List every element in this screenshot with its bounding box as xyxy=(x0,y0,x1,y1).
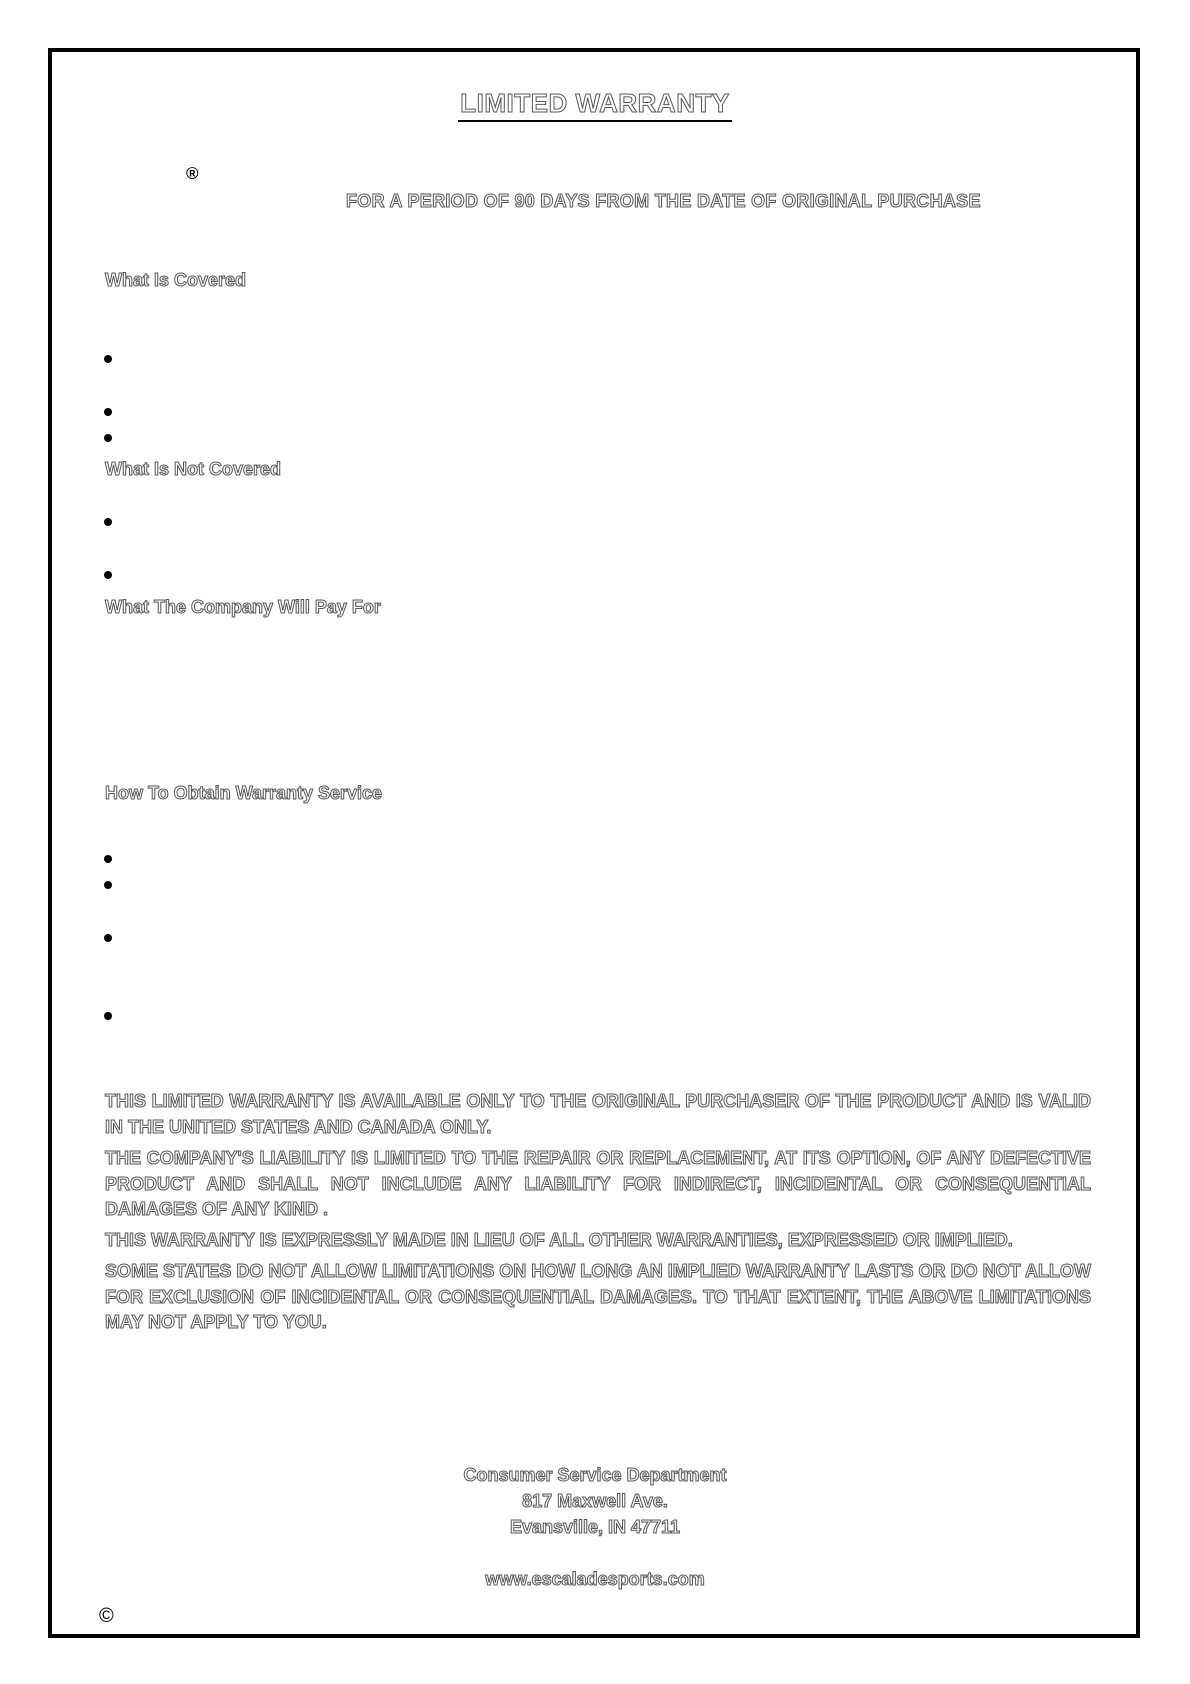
registered-trademark-mark: ® xyxy=(186,164,199,183)
list-bullet xyxy=(104,571,116,583)
page-title: LIMITED WARRANTY xyxy=(0,88,1190,122)
contact-department: Consumer Service Department xyxy=(463,1465,727,1485)
contact-website-link[interactable]: www.escaladesports.com xyxy=(485,1569,705,1589)
warranty-period: FOR A PERIOD OF 90 DAYS FROM THE DATE OF ORIGINAL PURCHASE xyxy=(346,191,981,211)
list-bullet xyxy=(104,434,116,446)
heading-what-is-covered: What Is Covered xyxy=(105,270,247,290)
list-bullet xyxy=(104,881,116,893)
disclaimer-availability: THIS LIMITED WARRANTY IS AVAILABLE ONLY TO THE ORIGINAL PURCHASER OF THE PRODUCT AND IS VALID IN THE UNITED STATES AND CANADA ONLY. xyxy=(105,1091,1091,1137)
list-bullet xyxy=(104,355,116,367)
heading-what-company-will-pay: What The Company Will Pay For xyxy=(105,597,381,617)
list-bullet xyxy=(104,408,116,420)
list-bullet xyxy=(104,1012,116,1024)
contact-street: 817 Maxwell Ave. xyxy=(522,1491,668,1511)
disclaimer-in-lieu: THIS WARRANTY IS EXPRESSLY MADE IN LIEU OF ALL OTHER WARRANTIES, EXPRESSED OR IMPLIED. xyxy=(105,1230,1013,1250)
heading-how-to-obtain-service: How To Obtain Warranty Service xyxy=(105,783,383,803)
list-bullet xyxy=(104,855,116,867)
disclaimer-state-limits: SOME STATES DO NOT ALLOW LIMITATIONS ON HOW LONG AN IMPLIED WARRANTY LASTS OR DO NOT ALLOW FOR EXCLUSION OF INCIDENTAL OR CONSEQUENTIAL DAMAGES. TO THAT EXTENT, THE ABOVE LIMITATIONS MAY NOT APPLY TO YOU. xyxy=(105,1261,1091,1332)
contact-city: Evansville, IN 47711 xyxy=(509,1517,681,1537)
copyright-mark: © xyxy=(99,1605,114,1627)
disclaimer-liability: THE COMPANY'S LIABILITY IS LIMITED TO THE REPAIR OR REPLACEMENT, AT ITS OPTION, OF ANY DEFECTIVE PRODUCT AND SHALL NOT INCLUDE ANY LIABILITY FOR INDIRECT, INCIDENTAL OR CONSEQUENTIAL DAMAGES OF ANY KIND . xyxy=(105,1148,1091,1219)
list-bullet xyxy=(104,518,116,530)
heading-what-is-not-covered: What Is Not Covered xyxy=(105,459,282,479)
list-bullet xyxy=(104,934,116,946)
